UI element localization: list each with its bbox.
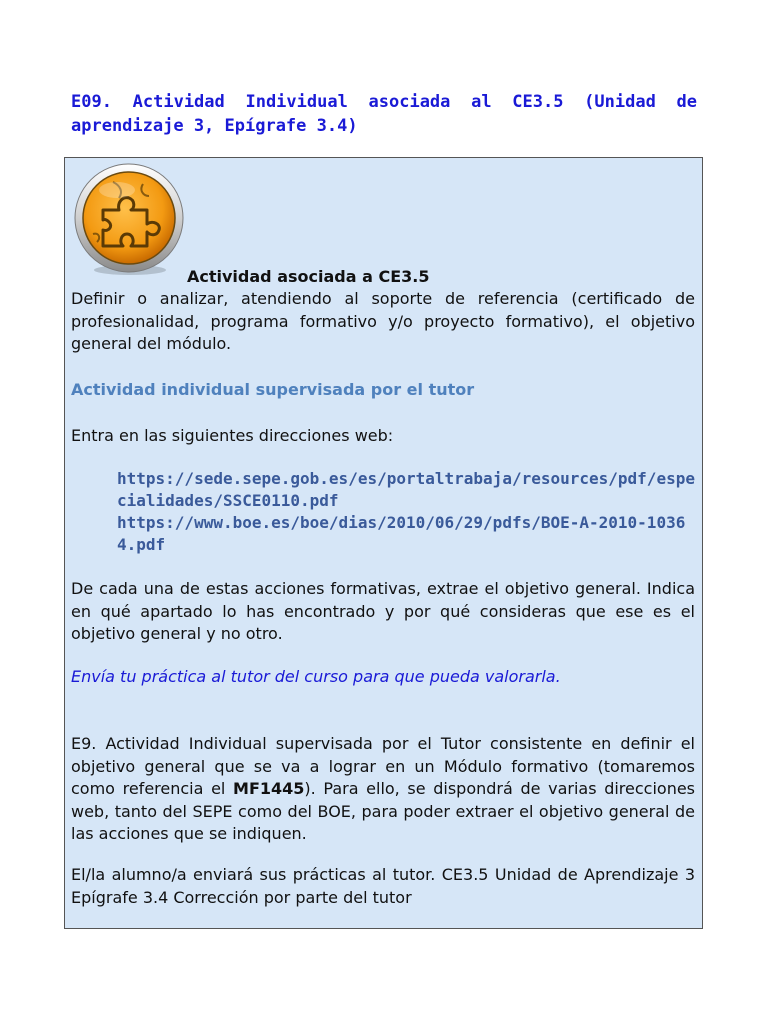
module-code: MF1445 bbox=[233, 779, 305, 798]
boe-link[interactable]: https://www.boe.es/boe/dias/2010/06/29/pdfs/BOE-A-2010-10364.pdf bbox=[117, 513, 686, 554]
summary-text bbox=[71, 733, 695, 846]
sepe-link[interactable]: https://sede.sepe.gob.es/es/portaltrabaja/resources/pdf/especialidades/SSCE0110.pdf bbox=[117, 469, 695, 510]
activity-box bbox=[64, 157, 703, 929]
activity-title: Actividad asociada a CE3.5 bbox=[187, 267, 430, 286]
summary-part1: E9. Actividad Individual supervisada por el Tutor consistente en definir el objetivo general que se va a lograr en un Módulo formativo (tomaremos como referencia el bbox=[71, 734, 695, 798]
send-note: Envía tu práctica al tutor del curso para que pueda valorarla. bbox=[71, 667, 561, 686]
instructions-text: De cada una de estas acciones formativas, extrae el objetivo general. Indica en qué apartado lo has encontrado y por qué consideras que ese es el objetivo general y no otro. bbox=[71, 579, 695, 643]
activity-description: Definir o analizar, atendiendo al soporte de referencia (certificado de profesionalidad, programa formativo y/o proyecto formativo), el objetivo general del módulo. bbox=[71, 289, 695, 353]
supervised-title: Actividad individual supervisada por el tutor bbox=[71, 380, 475, 399]
closing-text: El/la alumno/a enviará sus prácticas al tutor. CE3.5 Unidad de Aprendizaje 3 Epígrafe 3.4 Corrección por parte del tutor bbox=[71, 865, 695, 907]
links-intro: Entra en las siguientes direcciones web: bbox=[71, 426, 394, 445]
puzzle-piece-icon bbox=[73, 162, 185, 276]
page-heading: E09. Actividad Individual asociada al CE3.5 (Unidad de aprendizaje 3, Epígrafe 3.4) bbox=[71, 92, 697, 136]
link-list bbox=[117, 468, 695, 556]
summary-part2: ). Para ello, se dispondrá de varias direcciones web, tanto del SEPE como del BOE, para poder extraer el objetivo general de las acciones que se indiquen. bbox=[71, 779, 696, 843]
